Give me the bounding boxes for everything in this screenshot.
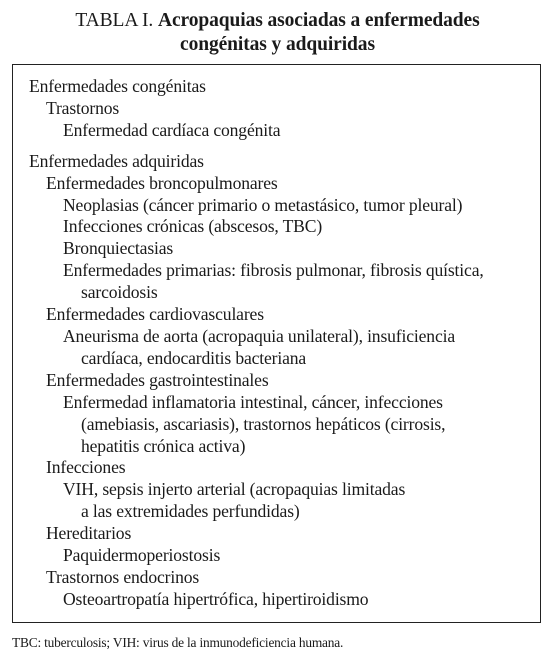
item-vih-sepsis-cont: a las extremidades perfundidas) <box>81 501 300 522</box>
item-aneurisma-cont: cardíaca, endocarditis bacteriana <box>81 347 307 368</box>
subcategory-endocrinos: Trastornos endocrinos <box>46 566 200 587</box>
item-infecciones-cronicas: Infecciones crónicas (abscesos, TBC) <box>63 216 323 237</box>
table-title-line-2: congénitas y adquiridas <box>180 34 375 55</box>
table-title-line-1 <box>0 9 555 33</box>
subcategory-hereditarios: Hereditarios <box>46 523 132 544</box>
disease-list <box>29 76 534 611</box>
table-number: TABLA I. <box>75 10 154 31</box>
item-inflamatoria-intestinal: Enfermedad inflamatoria intestinal, cáncer, infecciones <box>63 391 443 412</box>
subcategory-broncopulmonares: Enfermedades broncopulmonares <box>46 172 278 193</box>
category-congenital: Enfermedades congénitas <box>29 76 206 96</box>
table-footnote: TBC: tuberculosis; VIH: virus de la inmunodeficiencia humana. <box>12 635 344 650</box>
item-paquidermoperiostosis: Paquidermoperiostosis <box>63 545 221 566</box>
item-aneurisma: Aneurisma de aorta (acropaquia unilateral), insuficiencia <box>63 325 456 346</box>
item-enfermedades-primarias-cont: sarcoidosis <box>81 282 158 303</box>
table-title <box>0 9 555 57</box>
table-box <box>12 64 541 623</box>
subcategory-infecciones: Infecciones <box>46 457 126 478</box>
subcategory-cardiovasculares: Enfermedades cardiovasculares <box>46 304 264 325</box>
subcategory-gastrointestinales: Enfermedades gastrointestinales <box>46 369 269 390</box>
subcategory-trastornos: Trastornos <box>46 97 120 118</box>
category-acquired: Enfermedades adquiridas <box>29 150 204 171</box>
item-enfermedades-primarias: Enfermedades primarias: fibrosis pulmonar, fibrosis quística, <box>63 260 484 281</box>
item-cardiac-congenital: Enfermedad cardíaca congénita <box>63 119 281 140</box>
item-inflamatoria-intestinal-cont-1: (amebiasis, ascariasis), trastornos hepáticos (cirrosis, <box>81 413 446 434</box>
item-bronquiectasias: Bronquiectasias <box>63 238 174 259</box>
table-title-text: Acropaquias asociadas a enfermedades <box>158 10 480 31</box>
item-neoplasias: Neoplasias (cáncer primario o metastásico, tumor pleural) <box>63 194 463 215</box>
item-osteoartropatia: Osteoartropatía hipertrófica, hipertiroidismo <box>63 588 369 609</box>
item-vih-sepsis: VIH, sepsis injerto arterial (acropaquias limitadas <box>63 479 406 500</box>
item-inflamatoria-intestinal-cont-2: hepatitis crónica activa) <box>81 435 246 456</box>
